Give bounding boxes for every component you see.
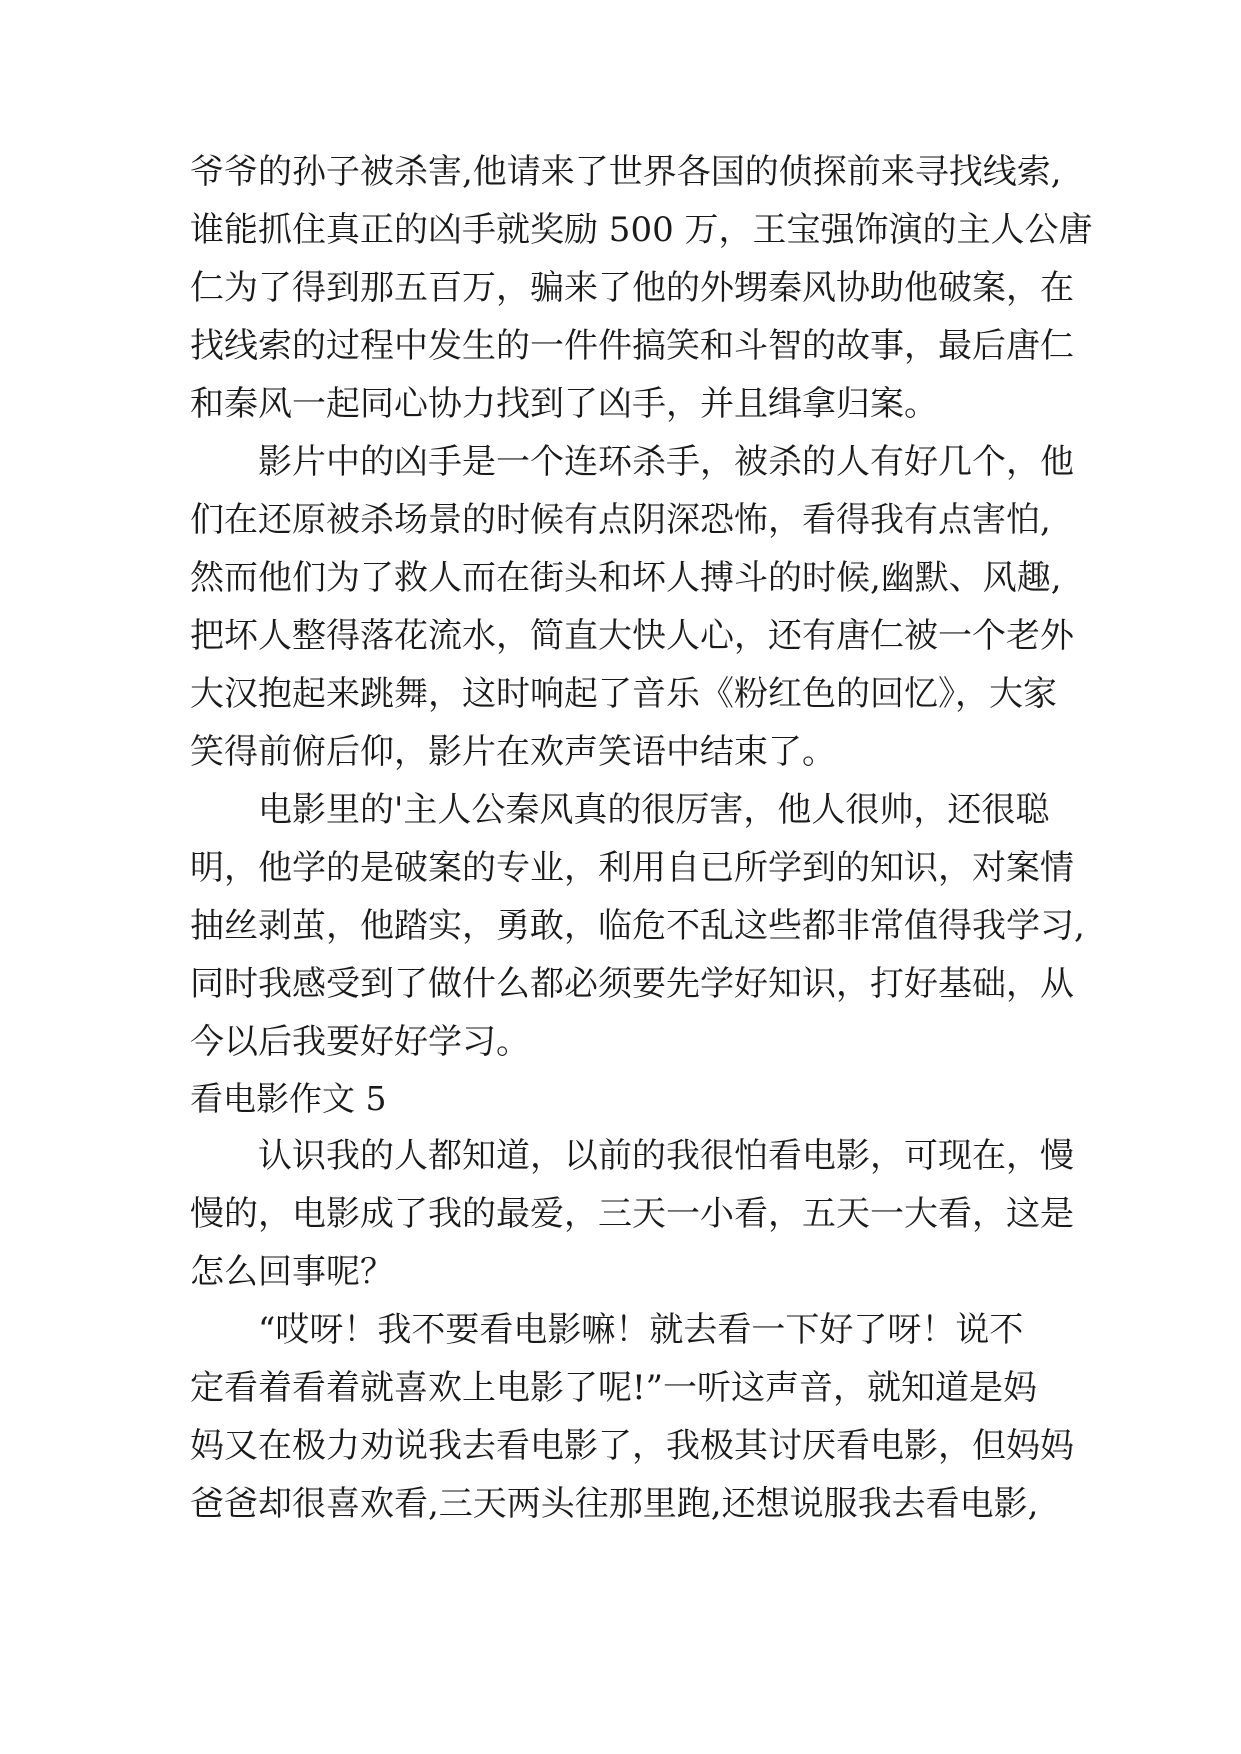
text-line: 们在还原被杀场景的时候有点阴深恐怖，看得我有点害怕,: [190, 500, 1051, 540]
text-line: 妈又在极力劝说我去看电影了，我极其讨厌看电影，但妈妈: [190, 1426, 1074, 1466]
text-line: 大汉抱起来跳舞，这时响起了音乐《粉红色的回忆》，大家: [190, 674, 1057, 714]
text-line: 抽丝剥茧，他踏实，勇敢，临危不乱这些都非常值得我学习,: [190, 906, 1085, 946]
text-line: 谁能抓住真正的凶手就奖励 500 万，王宝强饰演的主人公唐: [190, 210, 1093, 250]
text-line: 仁为了得到那五百万，骗来了他的外甥秦风协助他破案，在: [190, 268, 1074, 308]
text-line: 把坏人整得落花流水，简直大快人心，还有唐仁被一个老外: [190, 616, 1074, 656]
text-line: 定看着看着就喜欢上电影了呢!”一听这声音，就知道是妈: [190, 1368, 1038, 1408]
text-line: 找线索的过程中发生的一件件搞笑和斗智的故事，最后唐仁: [190, 326, 1074, 366]
text-line: 爸爸却很喜欢看,三天两头往那里跑,还想说服我去看电影,: [190, 1484, 1039, 1524]
paragraph-start-line: “哎呀！我不要看电影嘛！就去看一下好了呀！说不: [258, 1310, 1024, 1350]
text-line: 同时我感受到了做什么都必须要先学好知识，打好基础，从: [190, 964, 1074, 1004]
text-line: 笑得前俯后仰，影片在欢声笑语中结束了。: [190, 732, 836, 772]
paragraph-start-line: 影片中的凶手是一个连环杀手，被杀的人有好几个，他: [258, 442, 1074, 482]
text-line: 慢的，电影成了我的最爱，三天一小看，五天一大看，这是: [190, 1194, 1074, 1234]
paragraph-start-line: 认识我的人都知道，以前的我很怕看电影，可现在，慢: [258, 1136, 1074, 1176]
text-line: 然而他们为了救人而在街头和坏人搏斗的时候,幽默、风趣,: [190, 558, 1062, 598]
text-line: 和秦风一起同心协力找到了凶手，并且缉拿归案。: [190, 384, 938, 424]
paragraph-start-line: 电影里的'主人公秦风真的很厉害，他人很帅，还很聪: [258, 790, 1050, 830]
text-line: 爷爷的孙子被杀害,他请来了世界各国的侦探前来寻找线索,: [190, 152, 1062, 192]
text-line: 怎么回事呢？: [190, 1252, 394, 1292]
text-line: 明，他学的是破案的专业，利用自已所学到的知识，对案情: [190, 848, 1074, 888]
section-heading: 看电影作文 5: [190, 1079, 387, 1118]
text-line: 今以后我要好好学习。: [190, 1022, 530, 1062]
